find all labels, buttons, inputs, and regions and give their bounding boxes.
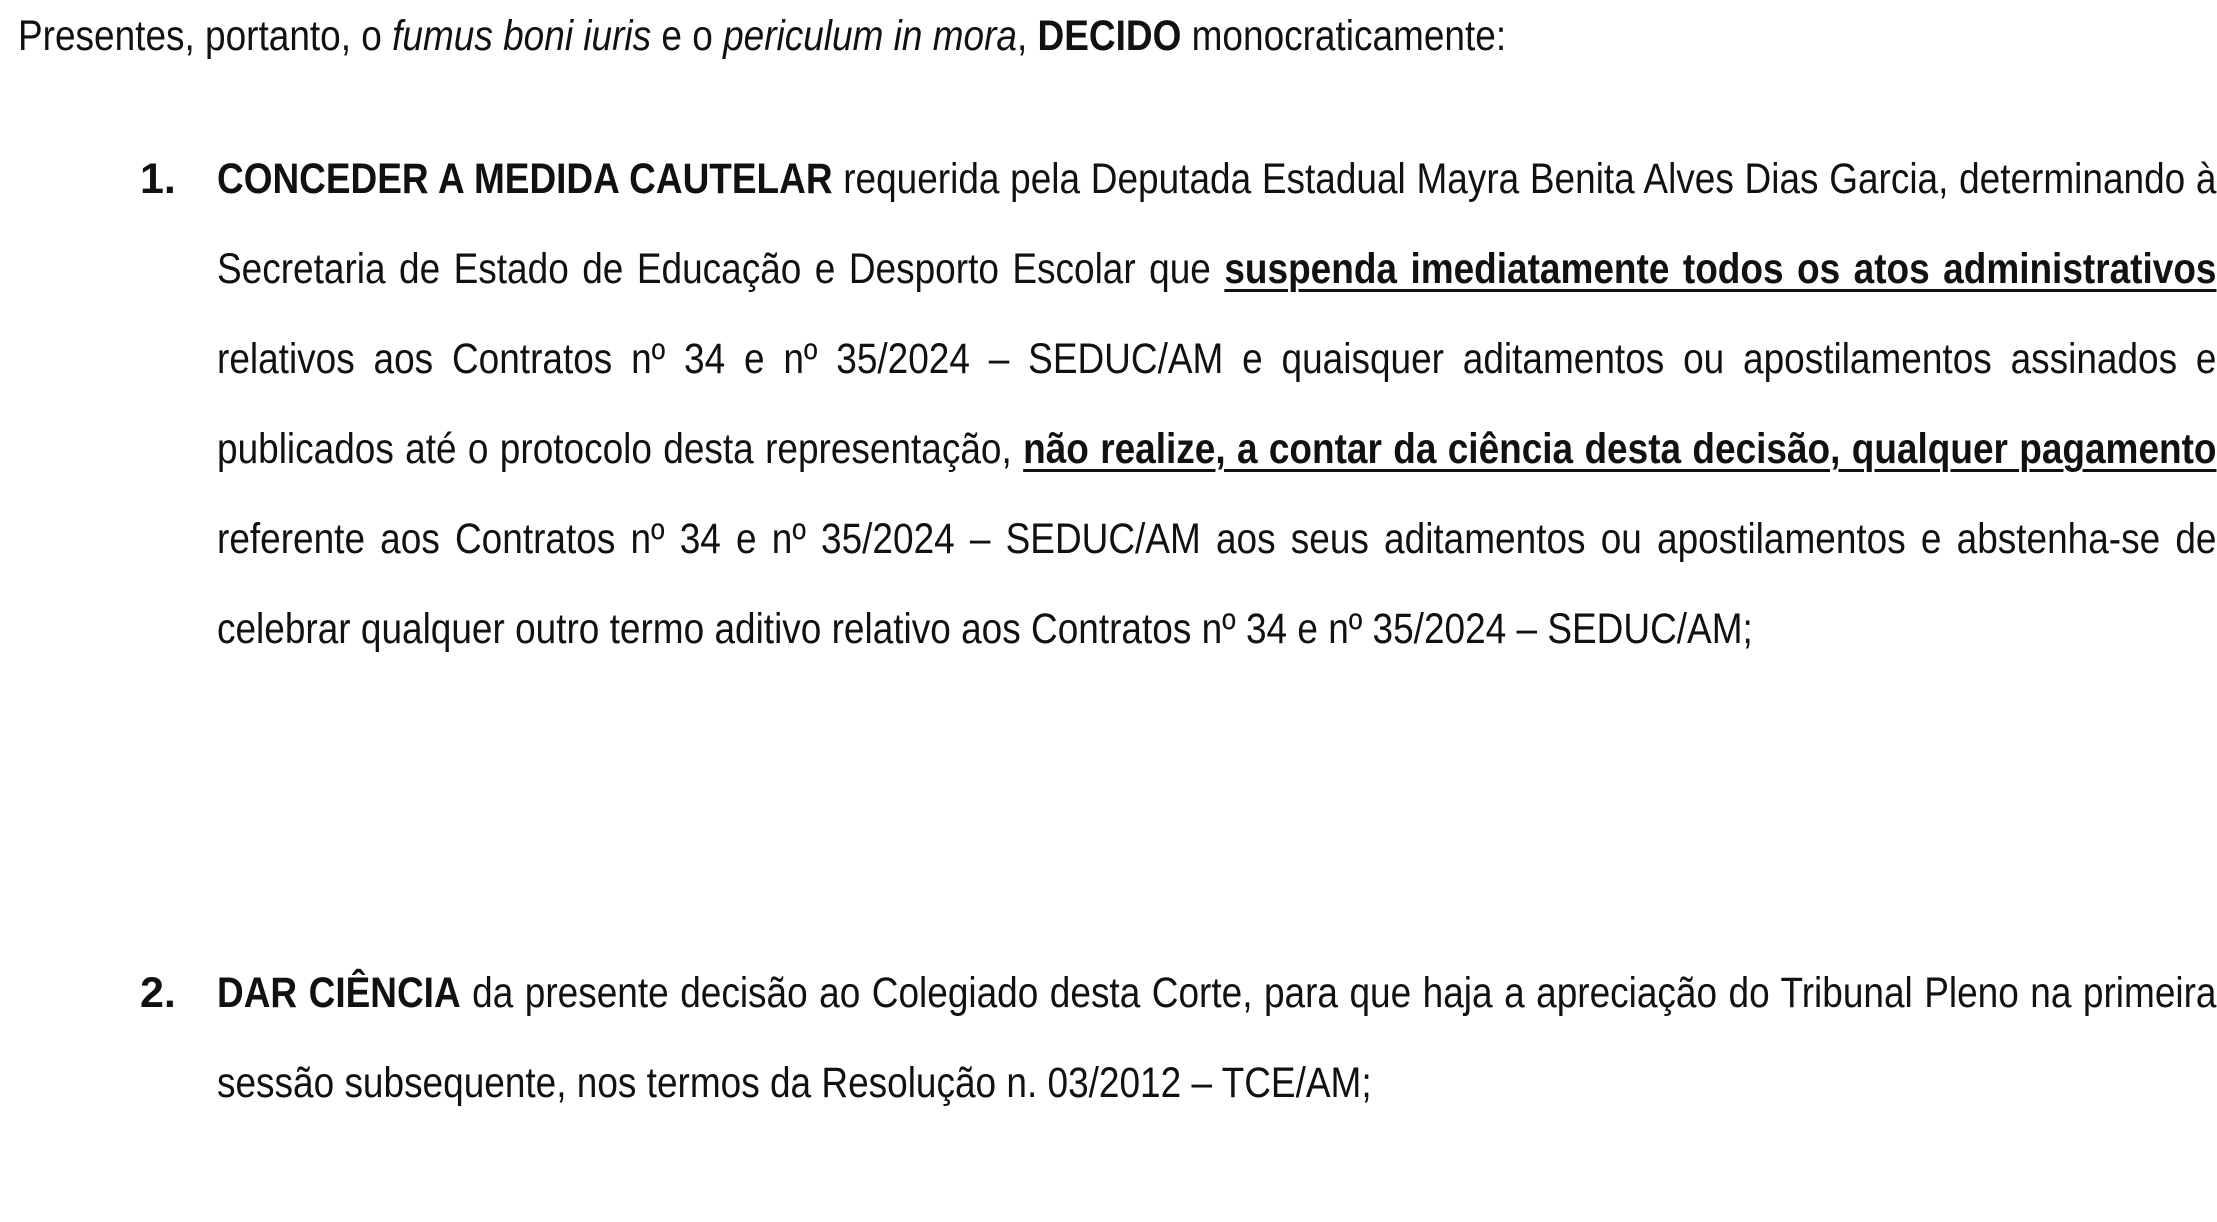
item-2-text-1: da presente decisão ao Colegiado desta Corte, para que haja a apreciação do Tribunal Pleno na primeira sessão subsequente, nos termos da Resolução n. 03/2012 – TCE/AM; (217, 969, 2217, 1107)
intro-italic-fumus: fumus boni iuris (392, 12, 652, 60)
item-body-2 (217, 948, 2217, 1128)
intro-bold-decido: DECIDO (1037, 12, 1182, 60)
item-number-1: 1. (140, 155, 176, 203)
intro-italic-periculum: periculum in mora (723, 12, 1017, 60)
item-1-text-3: referente aos Contratos nº 34 e nº 35/2024 – SEDUC/AM aos seus aditamentos ou apostilamentos e abstenha-se de celebrar qualquer outro termo aditivo relativo aos Contratos nº 34 e nº 35/2024 – SEDUC/AM; (217, 515, 2217, 653)
item-number-2: 2. (140, 969, 176, 1017)
item-1-text-2: relativos aos Contratos nº 34 e nº 35/2024 – SEDUC/AM e quaisquer aditamentos ou apostilamentos assinados e publicados até o protocolo desta representação, (217, 335, 2217, 473)
item-2-lead-bold: DAR CIÊNCIA (217, 969, 461, 1017)
intro-text-4: monocraticamente: (1181, 12, 1507, 60)
intro-paragraph (18, 6, 1729, 66)
intro-text-1: Presentes, portanto, o (18, 12, 393, 60)
item-1-emphasis-no-payment: não realize, a contar da ciência desta decisão, qualquer pagamento (1023, 425, 2217, 473)
intro-text-2: e o (651, 12, 724, 60)
item-1-text-1: requerida pela Deputada Estadual Mayra Benita Alves Dias Garcia, determinando à Secretaria de Estado de Educação e Desporto Escolar que (217, 155, 2217, 293)
item-1-emphasis-suspend: suspenda imediatamente todos os atos administrativos (1224, 245, 2217, 293)
item-body-1 (217, 134, 2217, 674)
intro-text-3: , (1016, 12, 1038, 60)
item-1-lead-bold: CONCEDER A MEDIDA CAUTELAR (217, 155, 833, 203)
